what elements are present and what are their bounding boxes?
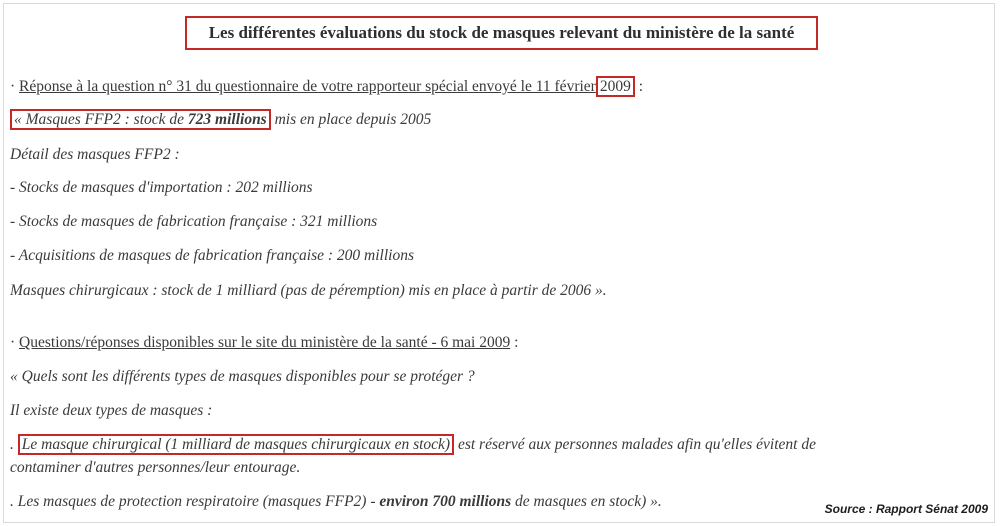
section1-intro <box>10 78 643 96</box>
ffp2-stock-rest: mis en place depuis 2005 <box>270 111 432 128</box>
ffp2-stock-prefix: « Masques FFP2 : stock de <box>14 111 188 128</box>
detail-item: - Acquisitions de masques de fabrication française : 200 millions <box>10 247 414 264</box>
ffp2-stock-line <box>10 111 431 129</box>
surgical-prefix: . <box>10 436 18 453</box>
detail-item: - Stocks de masques de fabrication française : 321 millions <box>10 213 378 230</box>
section1-intro-text: Réponse à la question n° 31 du questionnaire de votre rapporteur spécial envoyé le 11 février <box>19 78 596 95</box>
section1-year: 2009 <box>596 76 635 97</box>
section2-intro-text: Questions/réponses disponibles sur le site du ministère de la santé - 6 mai 2009 <box>19 334 511 351</box>
surgical-mask-continuation: contaminer d'autres personnes/leur entourage. <box>10 459 301 476</box>
surgical-mask-line <box>10 436 816 454</box>
document-title <box>185 16 818 50</box>
ffp2-rest: de masques en stock) ». <box>511 493 662 510</box>
surgical-mask-highlight: Le masque chirurgical (1 milliard de masques chirurgicaux en stock) <box>18 434 454 455</box>
detail-item: - Stocks de masques d'importation : 202 millions <box>10 179 313 196</box>
surgical-stock-line: Masques chirurgicaux : stock de 1 milliard (pas de péremption) mis en place à partir de 2006 ». <box>10 282 607 299</box>
section2-bullet: · <box>10 334 16 351</box>
section2-intro-end: : <box>510 334 519 351</box>
ffp2-stock-highlight <box>10 109 271 130</box>
question-line: « Quels sont les différents types de masques disponibles pour se protéger ? <box>10 368 475 385</box>
section1-intro-end: : <box>638 78 644 95</box>
ffp2-prefix: . Les masques de protection respiratoire (masques FFP2) - <box>10 493 380 510</box>
section2-intro <box>10 334 518 352</box>
source-caption: Source : Rapport Sénat 2009 <box>824 502 988 516</box>
detail-heading: Détail des masques FFP2 : <box>10 146 180 163</box>
ffp2-mask-line <box>10 493 662 511</box>
title-text: Les différentes évaluations du stock de masques relevant du ministère de la santé <box>208 23 795 42</box>
surgical-rest: est réservé aux personnes malades afin qu'elles évitent de <box>454 436 816 453</box>
two-types-line: Il existe deux types de masques : <box>10 402 213 419</box>
ffp2-value: environ 700 millions <box>379 493 512 510</box>
ffp2-stock-value: 723 millions <box>187 111 267 128</box>
section1-bullet: · <box>10 78 16 95</box>
